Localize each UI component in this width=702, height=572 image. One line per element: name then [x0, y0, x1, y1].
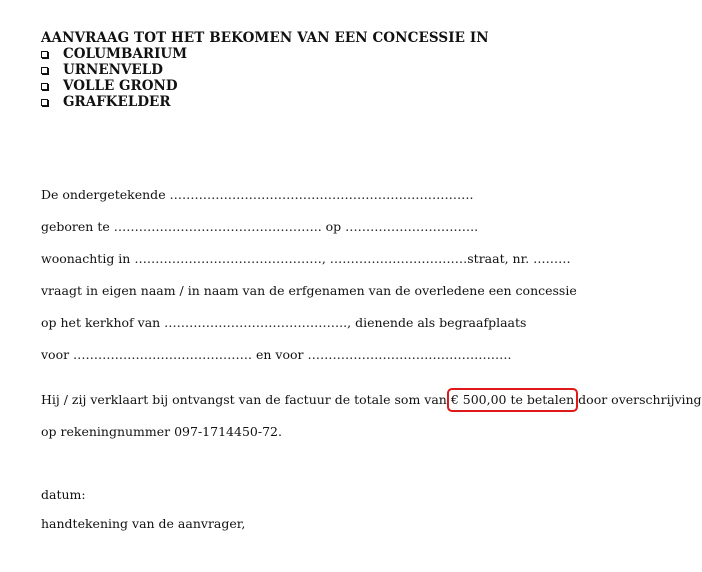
- signature-label: handtekening van de aanvrager,: [41, 516, 246, 531]
- for-line: voor ……………………………………. en voor ………………………………………….: [41, 347, 512, 362]
- account-line: op rekeningnummer 097-1714450-72.: [41, 424, 282, 439]
- checkbox-volle-grond: [41, 83, 48, 90]
- checkbox-columbarium: [41, 51, 48, 58]
- option-grafkelder: [41, 94, 187, 110]
- form-title: AANVRAAG TOT HET BEKOMEN VAN EEN CONCESSIE IN: [41, 30, 489, 46]
- checkbox-grafkelder: [41, 99, 48, 106]
- payment-amount-highlight: € 500,00 te betalen: [450, 392, 575, 407]
- option-volle-grond: [41, 78, 187, 94]
- option-columbarium: [41, 46, 187, 62]
- payment-text-before: Hij / zij verklaart bij ontvangst van de factuur de totale som van: [41, 392, 447, 407]
- concession-type-list: [41, 46, 187, 110]
- birth-line: geboren te ………………………………………….. op …………………………..: [41, 219, 479, 234]
- date-label: datum:: [41, 487, 86, 502]
- cemetery-line: op het kerkhof van …………………………………….., dienende als begraafplaats: [41, 315, 527, 330]
- payment-line: [41, 392, 702, 408]
- option-label: VOLLE GROND: [63, 78, 178, 94]
- residence-line: woonachtig in ………………………………………, ……………………………straat, nr. ………: [41, 251, 571, 266]
- checkbox-urnenveld: [41, 67, 48, 74]
- payment-text-after: door overschrijving: [578, 392, 702, 407]
- option-label: URNENVELD: [63, 62, 163, 78]
- undersigned-line: De ondergetekende ……………………………………………………………….: [41, 187, 474, 202]
- option-label: GRAFKELDER: [63, 94, 171, 110]
- request-line: vraagt in eigen naam / in naam van de erfgenamen van de overledene een concessie: [41, 283, 577, 298]
- option-label: COLUMBARIUM: [63, 46, 188, 62]
- option-urnenveld: [41, 62, 187, 78]
